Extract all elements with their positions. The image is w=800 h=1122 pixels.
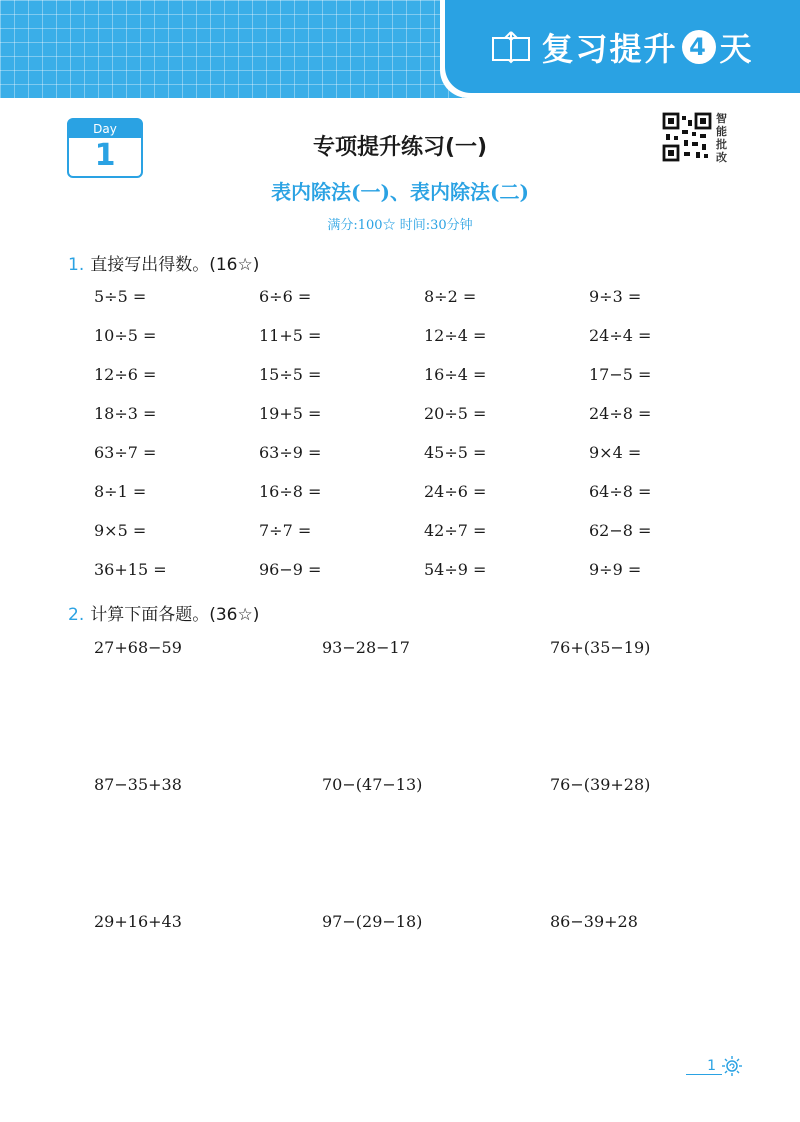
mental-math-item: 24÷8 =	[589, 404, 652, 423]
calculation-item: 93−28−17	[322, 638, 410, 657]
mental-math-item: 16÷8 =	[259, 482, 322, 501]
calculation-item: 70−(47−13)	[322, 775, 423, 794]
mental-math-grid	[94, 286, 714, 598]
mental-math-item: 9×4 =	[589, 443, 642, 462]
section-1-number: 1.	[68, 255, 85, 275]
mental-math-item: 15÷5 =	[259, 365, 322, 384]
open-book-icon	[491, 30, 531, 64]
mental-math-item: 54÷9 =	[424, 560, 487, 579]
mental-math-item: 11+5 =	[259, 326, 322, 345]
page-number: 1	[686, 1058, 722, 1075]
banner-title-part2: 天	[719, 29, 754, 68]
mental-math-item: 20÷5 =	[424, 404, 487, 423]
calculation-grid	[94, 638, 714, 1049]
mental-math-item: 24÷4 =	[589, 326, 652, 345]
section-1-heading	[68, 250, 259, 275]
section-2-number: 2.	[68, 605, 85, 625]
mental-math-item: 9×5 =	[94, 521, 147, 540]
section-2-title: 计算下面各题。(36☆)	[90, 605, 260, 625]
mental-math-item: 45÷5 =	[424, 443, 487, 462]
mental-math-item: 18÷3 =	[94, 404, 157, 423]
mental-math-item: 62−8 =	[589, 521, 652, 540]
mental-math-item: 9÷9 =	[589, 560, 642, 579]
mental-math-item: 64÷8 =	[589, 482, 652, 501]
mental-math-item: 96−9 =	[259, 560, 322, 579]
mental-math-item: 12÷6 =	[94, 365, 157, 384]
mental-math-item: 10÷5 =	[94, 326, 157, 345]
calculation-item: 76−(39+28)	[550, 775, 651, 794]
calculation-item: 87−35+38	[94, 775, 182, 794]
banner-title	[541, 24, 753, 70]
banner-title-box	[445, 0, 800, 93]
section-2-heading	[68, 600, 259, 625]
score-time-info: 满分:100☆ 时间:30分钟	[327, 218, 473, 233]
mental-math-item: 36+15 =	[94, 560, 167, 579]
calculation-item: 29+16+43	[94, 912, 182, 931]
section-1-title: 直接写出得数。(16☆)	[90, 255, 260, 275]
calculation-item: 86−39+28	[550, 912, 638, 931]
sun-swirl-icon	[720, 1054, 744, 1078]
day-label: Day	[69, 120, 141, 138]
mental-math-item: 17−5 =	[589, 365, 652, 384]
mental-math-item: 24÷6 =	[424, 482, 487, 501]
calculation-item: 76+(35−19)	[550, 638, 651, 657]
mental-math-item: 8÷2 =	[424, 287, 477, 306]
qr-code-icon[interactable]	[662, 112, 712, 162]
day-number: 1	[94, 138, 116, 173]
page-title: 专项提升练习(一)	[312, 135, 488, 160]
mental-math-item: 5÷5 =	[94, 287, 147, 306]
mental-math-item: 16÷4 =	[424, 365, 487, 384]
qr-label: 智能批改	[716, 112, 727, 164]
mental-math-item: 12÷4 =	[424, 326, 487, 345]
mental-math-item: 8÷1 =	[94, 482, 147, 501]
calculation-item: 97−(29−18)	[322, 912, 423, 931]
mental-math-item: 63÷9 =	[259, 443, 322, 462]
banner-title-frame	[440, 0, 800, 98]
mental-math-item: 19+5 =	[259, 404, 322, 423]
page-subtitle: 表内除法(一)、表内除法(二)	[271, 180, 529, 204]
mental-math-item: 7÷7 =	[259, 521, 312, 540]
mental-math-item: 6÷6 =	[259, 287, 312, 306]
mental-math-item: 9÷3 =	[589, 287, 642, 306]
banner-title-part1: 复习提升	[541, 29, 678, 68]
calculation-item: 27+68−59	[94, 638, 182, 657]
banner-title-digit: 4	[682, 30, 716, 64]
mental-math-item: 63÷7 =	[94, 443, 157, 462]
mental-math-item: 42÷7 =	[424, 521, 487, 540]
